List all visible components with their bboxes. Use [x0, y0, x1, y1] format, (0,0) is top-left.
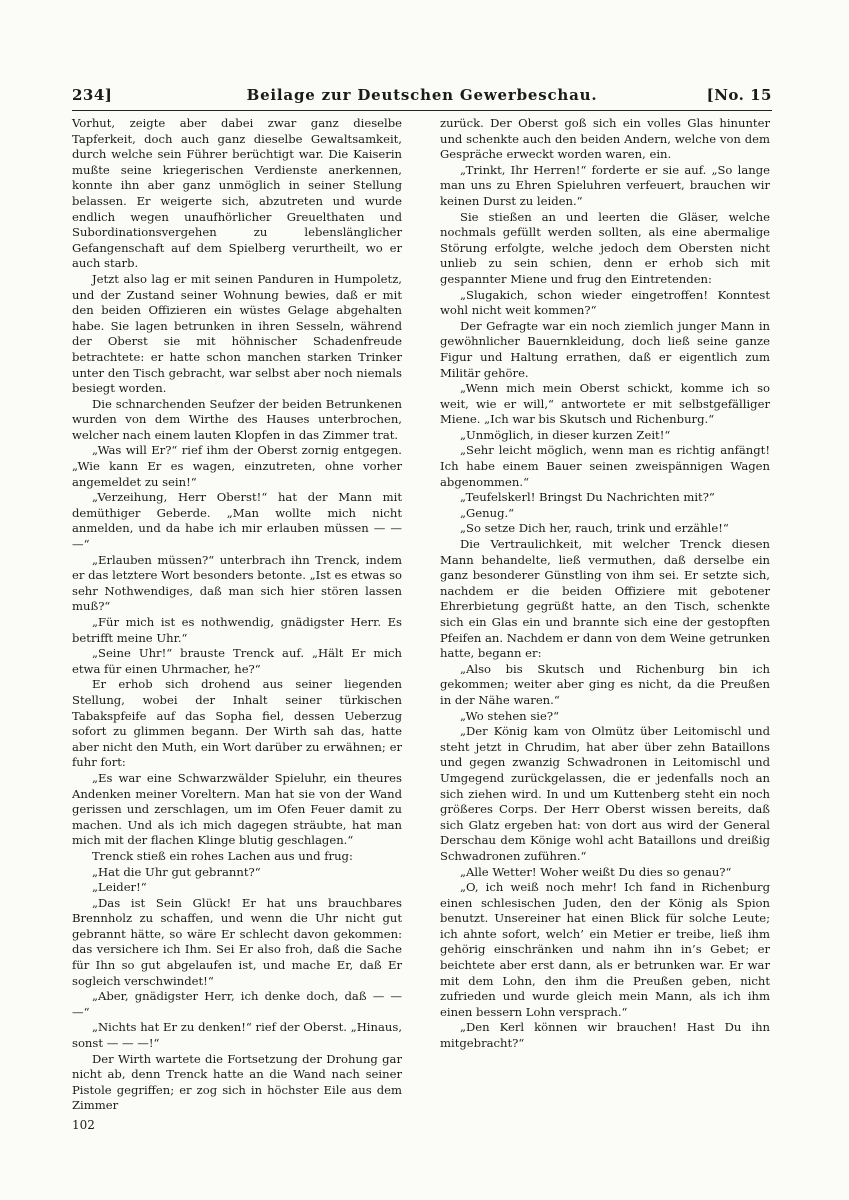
folio-number: 102	[72, 1118, 95, 1132]
paragraph: „Der König kam von Olmütz über Leitomischl und steht jetzt in Chrudim, hat aber über zehn Bataillons und gegen zwanzig Schwadronen in Leitomischl und Umgegend zurückgelassen, die er jedenfalls noch an sich ziehen wird. In und um Kuttenberg steht ein noch größeres Corps. Der Herr Oberst wissen bereits, daß sich Glatz ergeben hat: von dort aus wird der General Derschau dem Könige wohl acht Bataillons und dreißig Schwadronen zuführen.“	[440, 724, 770, 863]
paragraph: „Den Kerl können wir brauchen! Hast Du ihn mitgebracht?“	[440, 1020, 770, 1051]
paragraph: „Nichts hat Er zu denken!“ rief der Oberst. „Hinaus, sonst — — —!“	[72, 1020, 402, 1051]
paragraph: „Für mich ist es nothwendig, gnädigster Herr. Es betrifft meine Uhr.“	[72, 615, 402, 645]
paragraph: „Trinkt, Ihr Herren!“ forderte er sie auf. „So lange man uns zu Ehren Spieluhren verfeuert, brauchen wir keinen Durst zu leiden.“	[440, 162, 770, 208]
running-title: Beilage zur Deutschen Gewerbeschau.	[246, 86, 598, 104]
paragraph: Trenck stieß ein rohes Lachen aus und frug:	[92, 848, 353, 863]
left-column	[72, 116, 402, 1113]
paragraph: „Leider!“	[92, 880, 147, 895]
paragraph: „Erlauben müssen?“ unterbrach ihn Trenck, indem er das letztere Wort besonders betonte. „Ist es etwas so sehr Nothwendiges, daß man sich hier stören lassen muß?“	[72, 552, 402, 614]
paragraph: Der Gefragte war ein noch ziemlich junger Mann in gewöhnlicher Bauernkleidung, doch ließ seine ganze Figur und Haltung errathen, daß er eigentlich zum Militär gehöre.	[440, 318, 770, 380]
paragraph: „Genug.“	[460, 505, 515, 520]
paragraph: „So setze Dich her, rauch, trink und erzähle!“	[460, 521, 729, 536]
paragraph: „Wo stehen sie?“	[460, 708, 559, 723]
paragraph: Sie stießen an und leerten die Gläser, welche nochmals gefüllt werden sollten, als eine abermalige Störung erfolgte, welche jedoch dem Obersten nicht unlieb zu sein schien, denn er erhob sich mit gespannter Miene und frug den Eintretenden:	[440, 209, 770, 286]
paragraph: „Sehr leicht möglich, wenn man es richtig anfängt! Ich habe einem Bauer seinen zweispännigen Wagen abgenommen.“	[440, 443, 770, 489]
paragraph: „Verzeihung, Herr Oberst!“ hat der Mann mit demüthiger Geberde. „Man wollte mich nicht anmelden, und da habe ich mir erlauben müssen — — —“	[72, 490, 402, 552]
page-number: 234]	[72, 86, 113, 104]
paragraph: „Teufelskerl! Bringst Du Nachrichten mit?“	[460, 490, 715, 505]
paragraph: „Wenn mich mein Oberst schickt, komme ich so weit, wie er will,“ antwortete er mit selbstgefälliger Miene. „Ich war bis Skutsch und Richenburg.“	[440, 381, 770, 427]
issue-number: [No. 15	[706, 86, 772, 104]
paragraph: Der Wirth wartete die Fortsetzung der Drohung gar nicht ab, denn Trenck hatte an die Wand nach seiner Pistole gegriffen; er zog sich in höchster Eile aus dem Zimmer	[72, 1051, 402, 1113]
paragraph: „Was will Er?“ rief ihm der Oberst zornig entgegen. „Wie kann Er es wagen, einzutreten, ohne vorher angemeldet zu sein!“	[72, 443, 402, 489]
paragraph: „Unmöglich, in dieser kurzen Zeit!“	[460, 427, 671, 442]
paragraph: Die Vertraulichkeit, mit welcher Trenck diesen Mann behandelte, ließ vermuthen, daß derselbe ein ganz besonderer Günstling von ihm sei. Er setzte sich, nachdem er die beiden Offiziere mit gebotener Ehrerbietung gegrüßt hatte, an den Tisch, schenkte sich ein Glas ein und brannte sich eine der gestopften Pfeifen an. Nachdem er dann von dem Weine getrunken hatte, begann er:	[440, 537, 770, 661]
paragraph: „Seine Uhr!“ brauste Trenck auf. „Hält Er mich etwa für einen Uhrmacher, he?“	[72, 646, 402, 676]
paragraph: Vorhut, zeigte aber dabei zwar ganz dieselbe Tapferkeit, doch auch ganz dieselbe Gewaltsamkeit, durch welche sein Führer berüchtigt war. Die Kaiserin mußte seine kriegerischen Verdienste anerkennen, konnte ihn aber ganz unmöglich in seiner Stellung belassen. Er weigerte sich, abzutreten und wurde endlich wegen unaufhörlicher Greuelthaten und Subordinationsvergehen zu lebenslänglicher Gefangenschaft auf dem Spielberg verurtheilt, wo er auch starb.	[72, 116, 402, 271]
right-column	[440, 116, 770, 1051]
running-header	[72, 86, 772, 108]
paragraph: „Aber, gnädigster Herr, ich denke doch, daß — — —“	[72, 989, 402, 1019]
paragraph: „Hat die Uhr gut gebrannt?“	[92, 864, 261, 879]
header-rule	[72, 110, 772, 111]
paragraph: Er erhob sich drohend aus seiner liegenden Stellung, wobei der Inhalt seiner türkischen Tabakspfeife auf das Sopha fiel, dessen Ueberzug sofort zu glimmen begann. Der Wirth sah das, hatte aber nicht den Muth, ein Wort darüber zu erwähnen; er fuhr fort:	[72, 677, 402, 770]
paragraph: „Alle Wetter! Woher weißt Du dies so genau?“	[460, 864, 732, 879]
paragraph: „Das ist Sein Glück! Er hat uns brauchbares Brennholz zu schaffen, und wenn die Uhr nicht gut gebrannt hätte, so wäre Er schlecht davon gekommen: das versichere ich Ihm. Sei Er also froh, daß die Sache für Ihn so gut abgelaufen ist, und mache Er, daß Er sogleich verschwindet!“	[72, 895, 402, 988]
paragraph: Jetzt also lag er mit seinen Panduren in Humpoletz, und der Zustand seiner Wohnung bewies, daß er mit den beiden Offizieren ein wüstes Gelage abgehalten habe. Sie lagen betrunken in ihren Sesseln, während der Oberst sie mit höhnischer Schadenfreude betrachtete: er hatte schon manchen starken Trinker unter den Tisch gebracht, war selbst aber noch niemals besiegt worden.	[72, 271, 402, 396]
paragraph: „Es war eine Schwarzwälder Spieluhr, ein theures Andenken meiner Voreltern. Man hat sie von der Wand gerissen und zerschlagen, um im Ofen Feuer damit zu machen. Und als ich mich dagegen sträubte, hat man mich mit der flachen Klinge blutig geschlagen.“	[72, 770, 402, 848]
paragraph: „O, ich weiß noch mehr! Ich fand in Richenburg einen schlesischen Juden, den der König als Spion benutzt. Unsereiner hat einen Blick für solche Leute; ich ahnte sofort, welch’ ein Metier er treibe, ließ ihm gehörig einschränken und nahm ihn in’s Gebet; er beichtete aber erst dann, als er betrunken war. Er war mit dem Lohn, den ihm die Preußen geben, nicht zufrieden und wurde gleich mein Mann, als ich ihm einen bessern Lohn versprach.“	[440, 880, 770, 1019]
paragraph: Die schnarchenden Seufzer der beiden Betrunkenen wurden von dem Wirthe des Hauses unterbrochen, welcher nach einem lauten Klopfen in das Zimmer trat.	[72, 396, 402, 442]
paragraph: „Also bis Skutsch und Richenburg bin ich gekommen; weiter aber ging es nicht, da die Preußen in der Nähe waren.“	[440, 661, 770, 707]
paragraph: zurück. Der Oberst goß sich ein volles Glas hinunter und schenkte auch den beiden Andern, welche von dem Gespräche erweckt worden waren, ein.	[440, 116, 770, 162]
paragraph: „Slugakich, schon wieder eingetroffen! Konntest wohl nicht weit kommen?“	[440, 287, 770, 318]
